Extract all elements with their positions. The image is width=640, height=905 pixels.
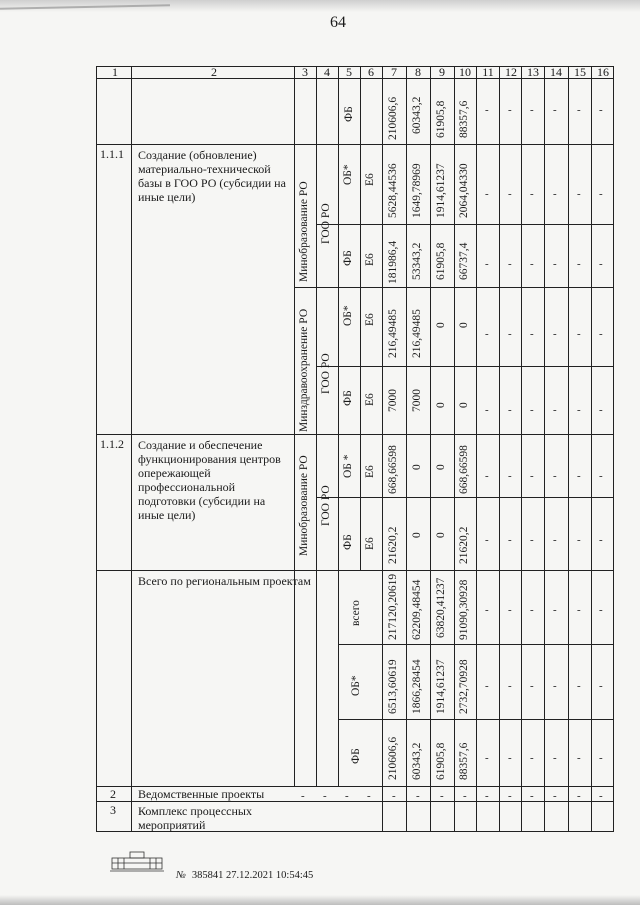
- code-label: Е6: [364, 537, 376, 550]
- value-cell: 7000: [411, 389, 423, 412]
- col-header-4: 4: [324, 65, 330, 79]
- empty-cell-dash: -: [577, 790, 581, 802]
- empty-cell-dash: -: [599, 680, 603, 692]
- value-cell: 0: [411, 464, 423, 470]
- col-header-14: 14: [550, 65, 562, 79]
- value-cell: 2732,70928: [458, 659, 470, 714]
- number-sign: №: [176, 870, 186, 881]
- empty-cell-dash: -: [508, 404, 512, 416]
- empty-cell-dash: -: [577, 258, 581, 270]
- empty-cell-dash: -: [485, 604, 489, 616]
- value-cell: 181986,4: [387, 240, 399, 284]
- empty-cell-dash: -: [323, 790, 327, 802]
- value-cell: 63820,41237: [435, 577, 447, 638]
- executor-label: Минобразование РО: [298, 181, 310, 282]
- empty-cell-dash: -: [553, 680, 557, 692]
- code-label: Е6: [364, 313, 376, 326]
- empty-cell-dash: -: [553, 404, 557, 416]
- value-cell: 21620,2: [387, 526, 399, 564]
- value-cell: 6513,60619: [387, 659, 399, 714]
- empty-cell-dash: -: [530, 188, 534, 200]
- empty-cell-dash: -: [553, 790, 557, 802]
- empty-cell-dash: -: [508, 534, 512, 546]
- value-cell: 210606,6: [387, 96, 399, 140]
- col-header-8: 8: [415, 65, 421, 79]
- budget-table: [96, 60, 614, 832]
- code-label: Е6: [364, 253, 376, 266]
- col-header-6: 6: [368, 65, 374, 79]
- value-cell: 668,66598: [458, 445, 470, 494]
- empty-cell-dash: -: [577, 188, 581, 200]
- empty-cell-dash: -: [485, 752, 489, 764]
- empty-cell-dash: -: [599, 404, 603, 416]
- row-title: Комплекс процессных мероприятий: [138, 804, 252, 832]
- col-header-5: 5: [346, 65, 352, 79]
- value-cell: 2064,04330: [458, 163, 470, 218]
- empty-cell-dash: -: [530, 328, 534, 340]
- value-cell: 91090,30928: [458, 579, 470, 640]
- value-cell: 88357,6: [458, 100, 470, 138]
- empty-cell-dash: -: [440, 790, 444, 802]
- empty-cell-dash: -: [508, 604, 512, 616]
- empty-cell-dash: -: [577, 404, 581, 416]
- value-cell: 0: [458, 402, 470, 408]
- source-label: всего: [350, 600, 362, 626]
- value-cell: 216,49485: [387, 309, 399, 358]
- empty-cell-dash: -: [508, 752, 512, 764]
- col-header-13: 13: [527, 65, 539, 79]
- code-label: Е6: [364, 173, 376, 186]
- value-cell: 1866,28454: [411, 659, 423, 714]
- value-cell: 62209,48454: [411, 579, 423, 640]
- value-cell: 5628,44536: [387, 163, 399, 218]
- col-header-11: 11: [482, 65, 494, 79]
- code-label: Е6: [364, 465, 376, 478]
- value-cell: 88357,6: [458, 742, 470, 780]
- empty-cell-dash: -: [599, 752, 603, 764]
- source-label: ОБ*: [350, 675, 362, 696]
- empty-cell-dash: -: [530, 604, 534, 616]
- registration-number: 385841 27.12.2021 10:54:45: [191, 870, 314, 881]
- empty-cell-dash: -: [485, 470, 489, 482]
- col-header-15: 15: [574, 65, 586, 79]
- empty-cell-dash: -: [577, 604, 581, 616]
- source-label: ОБ*: [342, 164, 354, 185]
- registration-stamp-icon: [108, 850, 166, 872]
- empty-cell-dash: -: [530, 258, 534, 270]
- empty-cell-dash: -: [530, 470, 534, 482]
- value-cell: 7000: [387, 389, 399, 412]
- empty-cell-dash: -: [392, 790, 396, 802]
- col-header-16: 16: [597, 65, 609, 79]
- empty-cell-dash: -: [553, 604, 557, 616]
- row-title: Создание (обновление) материально-технической базы в ГОО РО (субсидии на иные цели): [138, 148, 286, 204]
- registration-footer: [176, 870, 313, 881]
- page-number: 64: [330, 14, 346, 31]
- empty-cell-dash: -: [485, 404, 489, 416]
- empty-cell-dash: -: [485, 790, 489, 802]
- col-header-1: 1: [112, 65, 118, 79]
- empty-cell-dash: -: [530, 752, 534, 764]
- value-cell: 66737,4: [458, 242, 470, 280]
- empty-cell-dash: -: [577, 534, 581, 546]
- scan-bottom-edge: [0, 895, 640, 905]
- row-number: 1.1.2: [100, 437, 124, 451]
- empty-cell-dash: -: [599, 790, 603, 802]
- value-cell: 61905,8: [435, 242, 447, 280]
- col-header-10: 10: [459, 65, 471, 79]
- source-label: ОБ *: [342, 454, 354, 478]
- source-label: ФБ: [342, 250, 354, 266]
- empty-cell-dash: -: [599, 188, 603, 200]
- row-title: Создание и обеспечение функционирования центров опережающей профессиональной подготовки (субсидии на иные цели): [138, 438, 281, 522]
- empty-cell-dash: -: [553, 188, 557, 200]
- organization-label: ГОО РО: [320, 203, 332, 244]
- row-number: 1.1.1: [100, 147, 124, 161]
- empty-cell-dash: -: [485, 258, 489, 270]
- source-label: ФБ: [342, 390, 354, 406]
- value-cell: 53343,2: [411, 242, 423, 280]
- empty-cell-dash: -: [599, 604, 603, 616]
- empty-cell-dash: -: [553, 470, 557, 482]
- value-cell: 1649,78969: [411, 163, 423, 218]
- value-cell: 60343,2: [411, 742, 423, 780]
- empty-cell-dash: -: [599, 470, 603, 482]
- source-label: ФБ: [350, 748, 362, 764]
- empty-cell-dash: -: [301, 790, 305, 802]
- col-header-7: 7: [391, 65, 397, 79]
- value-cell: 0: [435, 532, 447, 538]
- value-cell: 0: [411, 532, 423, 538]
- value-cell: 210606,6: [387, 736, 399, 780]
- empty-cell-dash: -: [345, 790, 349, 802]
- empty-cell-dash: -: [530, 534, 534, 546]
- value-cell: 1914,61237: [435, 163, 447, 218]
- value-cell: 217120,20619: [387, 573, 399, 640]
- empty-cell-dash: -: [508, 188, 512, 200]
- organization-label: ГОО РО: [320, 353, 332, 394]
- executor-label: Минобразование РО: [298, 455, 310, 556]
- empty-cell-dash: -: [530, 404, 534, 416]
- empty-cell-dash: -: [553, 104, 557, 116]
- empty-cell-dash: -: [485, 188, 489, 200]
- empty-cell-dash: -: [485, 104, 489, 116]
- value-cell: 0: [435, 464, 447, 470]
- value-cell: 668,66598: [387, 445, 399, 494]
- value-cell: 60343,2: [411, 96, 423, 134]
- empty-cell-dash: -: [530, 680, 534, 692]
- value-cell: 61905,8: [435, 742, 447, 780]
- value-cell: 216,49485: [411, 309, 423, 358]
- empty-cell-dash: -: [577, 470, 581, 482]
- source-label: ФБ: [343, 106, 355, 122]
- empty-cell-dash: -: [508, 470, 512, 482]
- empty-cell-dash: -: [553, 328, 557, 340]
- empty-cell-dash: -: [463, 790, 467, 802]
- empty-cell-dash: -: [553, 258, 557, 270]
- row-number: 3: [110, 803, 116, 817]
- empty-cell-dash: -: [485, 328, 489, 340]
- empty-cell-dash: -: [599, 104, 603, 116]
- empty-cell-dash: -: [553, 534, 557, 546]
- empty-cell-dash: -: [530, 790, 534, 802]
- organization-label: ГОО РО: [320, 485, 332, 526]
- empty-cell-dash: -: [577, 680, 581, 692]
- empty-cell-dash: -: [599, 328, 603, 340]
- executor-label: Минздравоохранение РО: [298, 308, 310, 432]
- total-title: Всего по региональным проектам: [138, 574, 311, 588]
- empty-cell-dash: -: [599, 534, 603, 546]
- col-header-3: 3: [302, 65, 308, 79]
- empty-cell-dash: -: [485, 534, 489, 546]
- value-cell: 0: [435, 402, 447, 408]
- row-title: Ведомственные проекты: [138, 787, 265, 801]
- empty-cell-dash: -: [577, 104, 581, 116]
- empty-cell-dash: -: [530, 104, 534, 116]
- col-header-9: 9: [439, 65, 445, 79]
- col-header-2: 2: [211, 65, 217, 79]
- source-label: ФБ: [342, 534, 354, 550]
- empty-cell-dash: -: [367, 790, 371, 802]
- empty-cell-dash: -: [508, 104, 512, 116]
- code-label: Е6: [364, 393, 376, 406]
- empty-cell-dash: -: [553, 752, 557, 764]
- value-cell: 61905,8: [435, 100, 447, 138]
- empty-cell-dash: -: [508, 680, 512, 692]
- empty-cell-dash: -: [577, 752, 581, 764]
- empty-cell-dash: -: [599, 258, 603, 270]
- empty-cell-dash: -: [508, 258, 512, 270]
- value-cell: 1914,61237: [435, 659, 447, 714]
- row-number: 2: [110, 787, 116, 801]
- value-cell: 21620,2: [458, 526, 470, 564]
- col-header-12: 12: [505, 65, 517, 79]
- value-cell: 0: [458, 322, 470, 328]
- empty-cell-dash: -: [508, 790, 512, 802]
- empty-cell-dash: -: [577, 328, 581, 340]
- empty-cell-dash: -: [416, 790, 420, 802]
- empty-cell-dash: -: [485, 680, 489, 692]
- value-cell: 0: [435, 322, 447, 328]
- empty-cell-dash: -: [508, 328, 512, 340]
- source-label: ОБ*: [342, 305, 354, 326]
